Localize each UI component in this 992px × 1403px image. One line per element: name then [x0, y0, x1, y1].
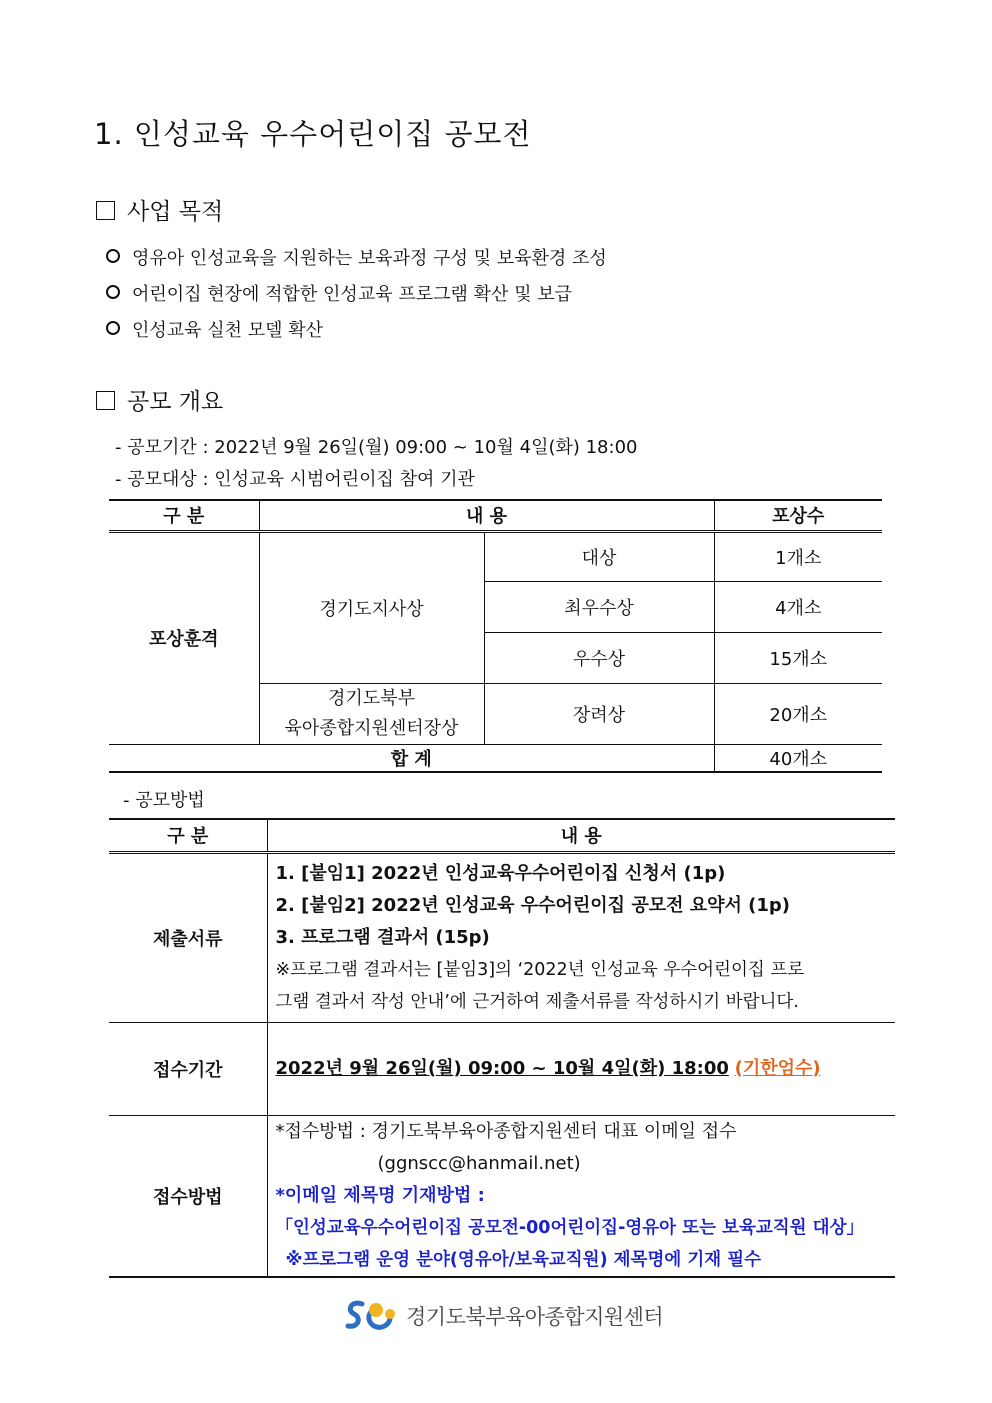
circle-bullet-icon [106, 321, 120, 335]
header-content: 내 용 [259, 500, 714, 531]
period-content [267, 1022, 895, 1115]
doc-item: 3. 프로그램 결과서 (15p) [275, 926, 490, 948]
award-name: 대상 [484, 531, 714, 581]
doc-item: 1. [붙임1] 2022년 인성교육우수어린이집 신청서 (1p) [275, 862, 726, 884]
email-link[interactable]: (ggnscc@hanmail.net) [377, 1152, 581, 1174]
center-award-line: 경기도북부 [328, 687, 415, 709]
receive-method-content [267, 1115, 895, 1277]
purpose-item [106, 244, 607, 270]
method-line: *이메일 제목명 기재방법 : [275, 1184, 485, 1206]
section-purpose-label: 사업 목적 [127, 199, 224, 225]
purpose-item [106, 316, 323, 342]
method-label: - 공모방법 [123, 790, 205, 811]
checkbox-square-icon [96, 201, 115, 220]
center-award-line: 육아종합지원센터장상 [284, 717, 459, 739]
award-count: 20개소 [714, 683, 882, 744]
award-category-cell: 포상훈격 [109, 531, 259, 744]
table-row [109, 1022, 895, 1115]
docs-note: ※프로그램 결과서는 [붙임3]의 ‘2022년 인성교육 우수어린이집 프로 [275, 959, 805, 980]
header-count: 포상수 [714, 500, 882, 531]
overview-target: - 공모대상 : 인성교육 시범어린이집 참여 기관 [115, 469, 475, 490]
purpose-item-text: 어린이집 현장에 적합한 인성교육 프로그램 확산 및 보급 [132, 284, 572, 305]
footer-logo [344, 1298, 663, 1334]
award-count: 1개소 [714, 531, 882, 581]
total-label: 합 계 [109, 744, 714, 772]
header-category: 구 분 [109, 819, 267, 852]
center-award-cell [259, 683, 484, 744]
award-count: 15개소 [714, 632, 882, 683]
checkbox-square-icon [96, 391, 115, 410]
table-row [109, 852, 895, 1022]
period-label: 접수기간 [109, 1022, 267, 1115]
method-table [109, 818, 895, 1278]
logo-text: 경기도북부육아종합지원센터 [406, 1305, 664, 1329]
circle-bullet-icon [106, 285, 120, 299]
table-row [109, 1115, 895, 1277]
total-row [109, 744, 882, 772]
period-strict: (기한엄수) [734, 1057, 821, 1079]
purpose-item-text: 인성교육 실천 모델 확산 [132, 320, 324, 341]
award-name: 장려상 [484, 683, 714, 744]
governor-award-cell: 경기도지사상 [259, 531, 484, 683]
section-purpose-heading [96, 193, 223, 226]
overview-period: - 공모기간 : 2022년 9월 26일(월) 09:00 ~ 10월 4일(화) 18:00 [115, 437, 638, 458]
method-line: 「인성교육우수어린이집 공모전-00어린이집-영유아 또는 보육교직원 대상」 [275, 1217, 864, 1238]
header-category: 구 분 [109, 500, 259, 531]
section-overview-heading [96, 383, 223, 416]
docs-note: 그램 결과서 작성 안내’에 근거하여 제출서류를 작성하시기 바랍니다. [275, 991, 799, 1012]
award-table [109, 499, 882, 773]
docs-content [267, 852, 895, 1022]
circle-bullet-icon [106, 249, 120, 263]
period-value: 2022년 9월 26일(월) 09:00 ~ 10월 4일(화) 18:00 [275, 1057, 729, 1079]
receive-method-label: 접수방법 [109, 1115, 267, 1277]
method-line: ※프로그램 운영 분야(영유아/보육교직원) 제목명에 기재 필수 [285, 1249, 762, 1270]
award-table-header [109, 500, 882, 531]
docs-label: 제출서류 [109, 852, 267, 1022]
method-line: *접수방법 : 경기도북부육아종합지원센터 대표 이메일 접수 [275, 1120, 737, 1142]
section-overview-label: 공모 개요 [127, 389, 224, 415]
purpose-item-text: 영유아 인성교육을 지원하는 보육과정 구성 및 보육환경 조성 [132, 248, 607, 269]
doc-item: 2. [붙임2] 2022년 인성교육 우수어린이집 공모전 요약서 (1p) [275, 894, 791, 916]
center-logo-icon [344, 1298, 400, 1334]
award-name: 우수상 [484, 632, 714, 683]
award-count: 4개소 [714, 581, 882, 632]
purpose-item [106, 280, 572, 306]
header-content: 내 용 [267, 819, 895, 852]
page-title: 1. 인성교육 우수어린이집 공모전 [94, 117, 532, 151]
table-row [109, 531, 882, 581]
award-name: 최우수상 [484, 581, 714, 632]
total-count: 40개소 [714, 744, 882, 772]
method-table-header [109, 819, 895, 852]
